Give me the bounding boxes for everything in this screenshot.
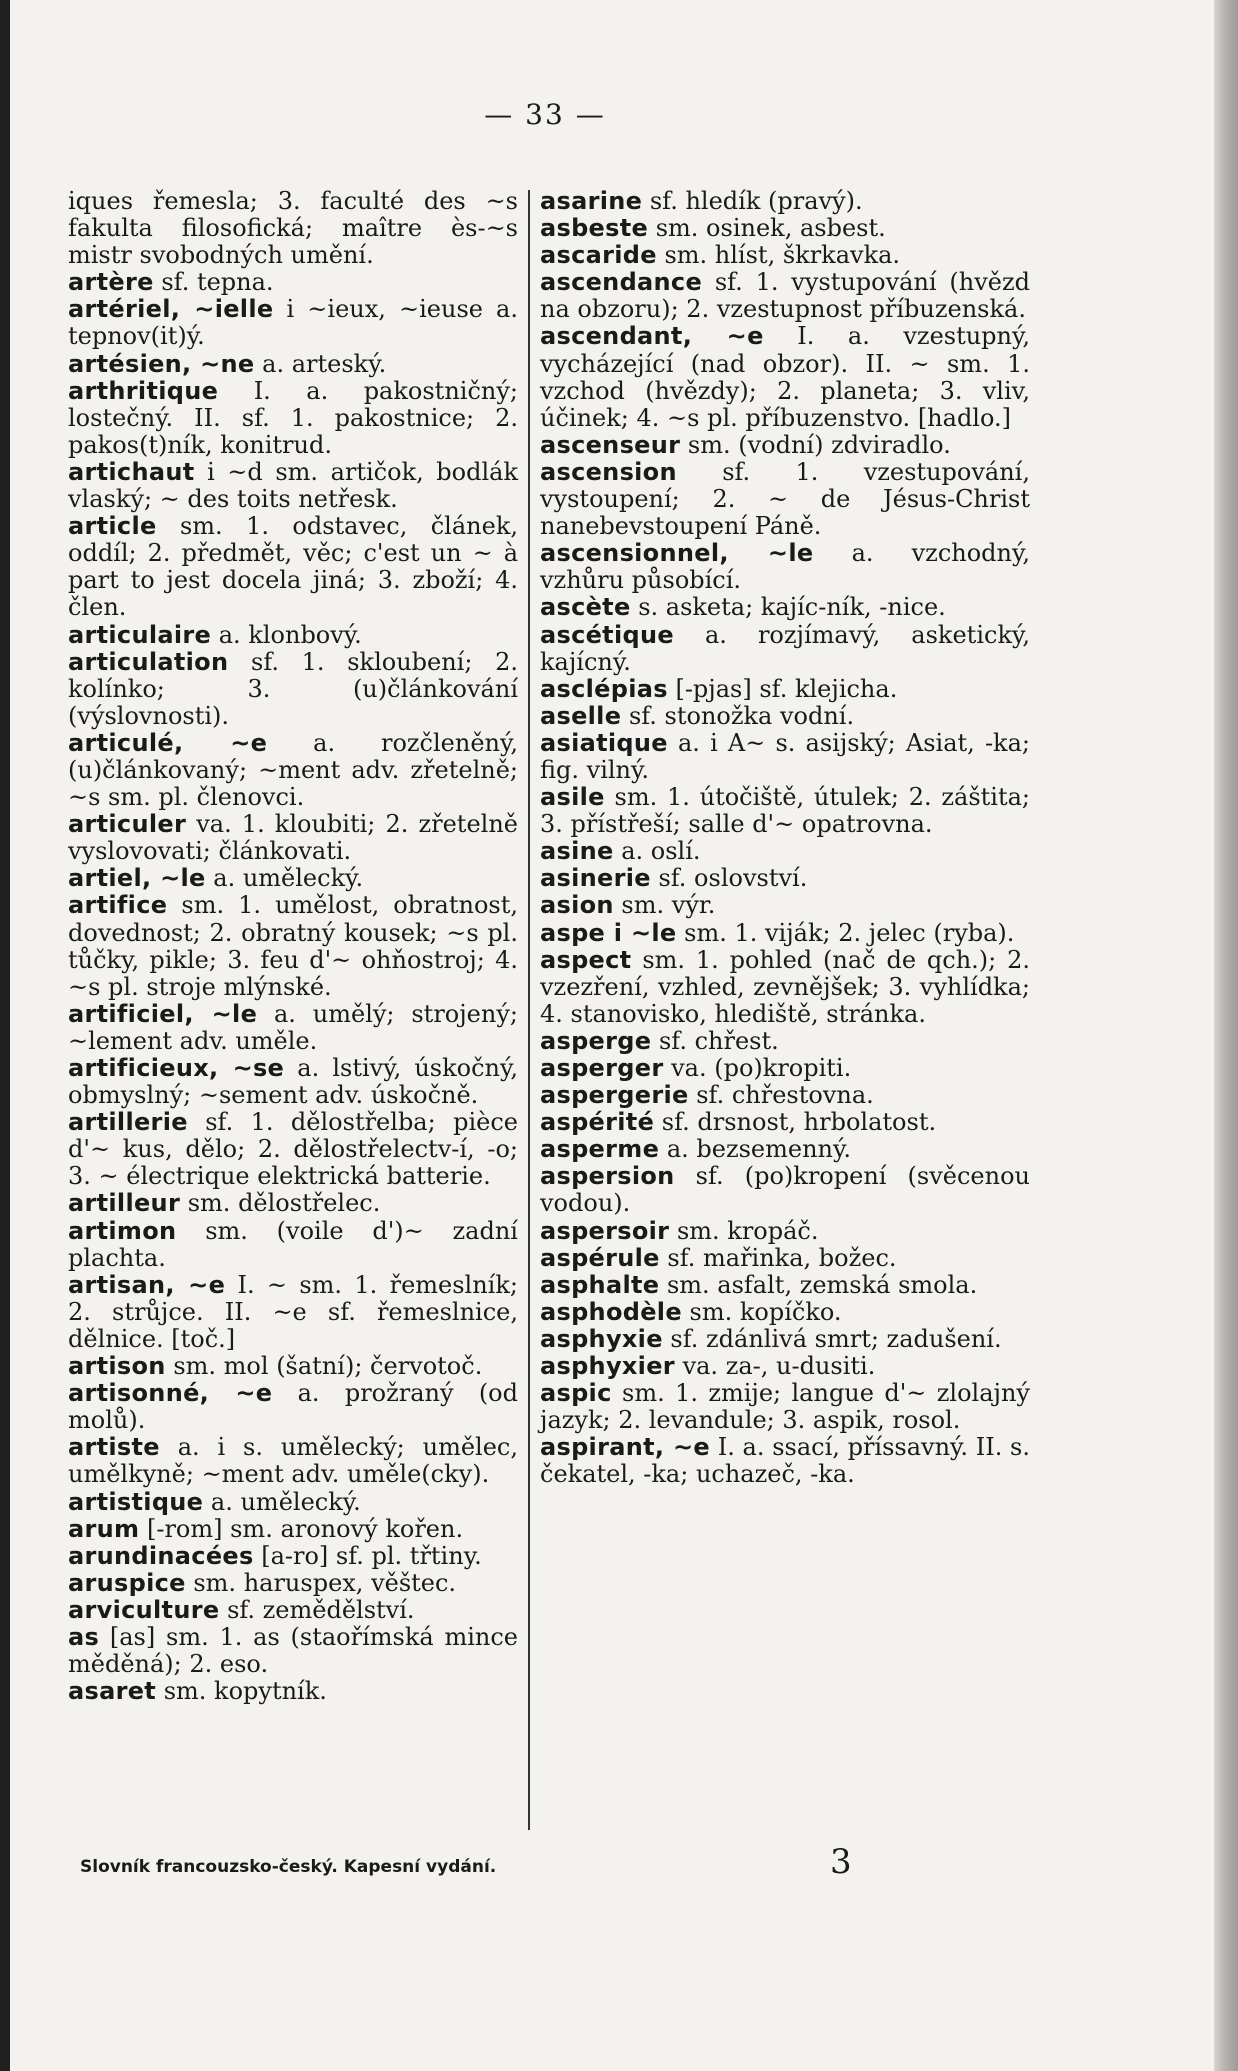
entry-definition: sf. oslovství.	[658, 864, 808, 893]
entry-headword: aspe i ~le	[540, 918, 677, 947]
entry-definition: a. oslí.	[621, 837, 701, 866]
dictionary-entry	[540, 432, 1030, 459]
dictionary-entry	[68, 1543, 518, 1570]
entry-definition: sm. hlíst, škrkavka.	[664, 241, 901, 270]
entry-headword: artisan, ~e	[68, 1270, 226, 1299]
dictionary-entry	[540, 622, 1030, 676]
dictionary-entry	[540, 1326, 1030, 1353]
entry-headword: aspérule	[540, 1243, 660, 1272]
entry-headword: artimon	[68, 1216, 177, 1245]
dictionary-entry	[68, 1489, 518, 1516]
entry-definition: I. a. pakostničný; lostečný. II. sf. 1. pakostnice; 2. pakos(t)ník, konitrud.	[68, 376, 518, 459]
entry-headword: asperme	[540, 1135, 660, 1164]
dictionary-entry	[540, 594, 1030, 621]
dictionary-entry	[540, 1380, 1030, 1434]
dictionary-entry	[68, 1570, 518, 1597]
entry-headword: asine	[540, 837, 614, 866]
entry-definition: a. i s. umělecký; umělec, umělkyně; ~ment adv. uměle(cky).	[68, 1433, 518, 1489]
dictionary-entry	[540, 947, 1030, 1028]
entry-definition: sm. 1. viják; 2. jelec (ryba).	[684, 918, 1015, 947]
entry-definition: a. i A~ s. asijský; Asiat, -ka; fig. vilný.	[540, 728, 1030, 784]
entry-definition: I. a. vzestupný, vycházející (nad obzor). II. ~ sm. 1. vzchod (hvězdy); 2. planeta; 3. vliv, účinek; 4. ~s pl. příbuzenstvo. [hadlo.]	[540, 322, 1031, 432]
entry-headword: aspersion	[540, 1162, 675, 1191]
entry-headword: artificieux, ~se	[68, 1054, 285, 1082]
dictionary-entry	[540, 1272, 1030, 1299]
dictionary-entry	[540, 215, 1030, 242]
dictionary-entry	[540, 459, 1030, 540]
dictionary-entry	[68, 811, 518, 865]
entry-headword: articulation	[68, 647, 229, 676]
dictionary-entry	[540, 188, 1030, 215]
entry-definition: sf. stonožka vodní.	[628, 701, 855, 730]
dictionary-entry	[68, 865, 518, 892]
dictionary-entry	[540, 1082, 1030, 1109]
entry-definition: sm. 1. pohled (nač de qch.); 2. vzezření, vzhled, zevnějšek; 3. vyhlídka; 4. stanovisko, hlediště, stránka.	[540, 945, 1030, 1028]
dictionary-entry	[540, 1434, 1030, 1488]
entry-headword: aspic	[540, 1379, 612, 1408]
entry-headword: ascétique	[540, 620, 674, 649]
entry-definition: sm. kropáč.	[676, 1216, 819, 1245]
entry-definition: sm. 1. zmije; langue d'~ zlolajný jazyk; 2. levandule; 3. aspik, rosol.	[540, 1379, 1030, 1435]
dictionary-entry	[540, 1218, 1030, 1245]
entry-definition: va. za-, u-dusiti.	[682, 1352, 876, 1381]
entry-definition: sf. 1. dělostřelba; pièce d'~ kus, dělo; 2. dělostřelectv-í, -o; 3. ~ électrique elektrická batterie.	[68, 1108, 518, 1191]
book-binding-shadow	[0, 0, 10, 2071]
entry-definition: sf. 1. vystupování (hvězd na obzoru); 2. vzestupnost příbuzenská.	[540, 268, 1030, 324]
entry-headword: articuler	[68, 810, 187, 839]
entry-definition: a. umělecký.	[210, 1487, 361, 1516]
entry-headword: aspersoir	[540, 1216, 670, 1245]
dictionary-entry	[68, 188, 518, 269]
entry-headword: artilleur	[68, 1189, 181, 1218]
entry-definition: sm. kopytník.	[163, 1677, 327, 1706]
dictionary-entry	[540, 1028, 1030, 1055]
entry-headword: arthritique	[68, 376, 219, 405]
entry-headword: aspect	[540, 945, 632, 974]
entry-headword: artériel, ~ielle	[68, 295, 274, 324]
entry-definition: va. (po)kropiti.	[671, 1054, 852, 1082]
entry-definition: sf. mařinka, božec.	[667, 1243, 897, 1272]
entry-definition: a. umělý; strojený; ~lement adv. uměle.	[68, 999, 518, 1055]
entry-definition: sf. 1. vzestupování, vystoupení; 2. ~ de Jésus-Christ nanebevstoupení Páně.	[540, 457, 1030, 541]
entry-definition: [-rom] sm. aronový kořen.	[146, 1514, 464, 1543]
entry-headword: arum	[68, 1514, 140, 1543]
entry-headword: asperger	[540, 1054, 664, 1082]
dictionary-entry	[68, 513, 518, 621]
entry-headword: artistique	[68, 1487, 204, 1516]
entry-headword: articulé, ~e	[68, 728, 268, 757]
dictionary-entry	[540, 1245, 1030, 1272]
page-number: — 33 —	[484, 98, 606, 131]
entry-definition: sm. 1. útočiště, útulek; 2. záštita; 3. přístřeší; salle d'~ opatrovna.	[540, 783, 1030, 839]
entry-definition: sf. 1. skloubení; 2. kolínko; 3. (u)článkování (výslovnosti).	[68, 647, 518, 730]
entry-definition: a. rozjímavý, asketický, kajícný.	[540, 620, 1030, 676]
entry-definition: sf. hledík (pravý).	[649, 187, 863, 215]
entry-headword: asphyxier	[540, 1352, 675, 1381]
dictionary-entry	[540, 1055, 1030, 1082]
entry-headword: aspirant, ~e	[540, 1433, 711, 1462]
dictionary-entry	[68, 269, 518, 296]
dictionary-entry	[68, 1218, 518, 1272]
entry-definition: sf. zdánlivá smrt; zadušení.	[670, 1324, 1002, 1353]
entry-definition: sf. chřest.	[658, 1026, 779, 1055]
entry-headword: asinerie	[540, 864, 651, 893]
entry-definition: sm. dělostřelec.	[187, 1189, 381, 1218]
entry-definition: sm. 1. umělost, obratnost, dovednost; 2. obratný kousek; ~s pl. tůčky, pikle; 3. feu d'~ ohňostroj; 4. ~s pl. stroje mlýnské.	[68, 891, 518, 1001]
entry-headword: asphalte	[540, 1270, 660, 1299]
page-edge-shadow	[1214, 0, 1238, 2071]
dictionary-entry	[68, 1109, 518, 1190]
dictionary-entry	[68, 1272, 518, 1353]
printer-signature: 3	[830, 1842, 852, 1882]
entry-definition: [a-ro] sf. pl. třtiny.	[261, 1541, 482, 1570]
dictionary-entry	[68, 1001, 518, 1055]
entry-definition: a. klonbový.	[218, 620, 362, 649]
entry-headword: asphyxie	[540, 1324, 663, 1353]
entry-definition: I. ~ sm. 1. řemeslník; 2. strůjce. II. ~e sf. řemeslnice, dělnice. [toč.]	[68, 1270, 518, 1353]
entry-headword: ascendance	[540, 268, 703, 297]
dictionary-entry	[540, 1136, 1030, 1163]
entry-definition: a. vzchodný, vzhůru působící.	[540, 539, 1030, 595]
entry-definition: a. umělecký.	[213, 864, 364, 893]
entry-definition: s. asketa; kajíc-ník, -nice.	[638, 593, 946, 622]
entry-definition: sm. (voile d')~ zadní plachta.	[68, 1216, 518, 1272]
entry-definition: a. prožraný (od molů).	[68, 1379, 518, 1435]
dictionary-entry	[68, 1624, 518, 1678]
entry-headword: asarine	[540, 187, 643, 215]
entry-definition: sm. výr.	[621, 891, 716, 920]
entry-headword: aselle	[540, 701, 622, 730]
dictionary-entry	[540, 892, 1030, 919]
entry-headword: asiatique	[540, 728, 668, 757]
dictionary-column-left	[68, 188, 518, 1705]
dictionary-entry	[68, 1353, 518, 1380]
dictionary-entry	[540, 1299, 1030, 1326]
entry-headword: asaret	[68, 1677, 157, 1706]
entry-definition: sf. tepna.	[161, 268, 274, 297]
entry-headword: asphodèle	[540, 1297, 682, 1326]
dictionary-entry	[68, 649, 518, 730]
dictionary-entry	[540, 323, 1030, 431]
dictionary-entry	[68, 1678, 518, 1705]
entry-definition: va. 1. kloubiti; 2. zřetelně vyslovovati; článkovati.	[68, 810, 518, 866]
entry-definition: I. a. ssací, příssavný. II. s. čekatel, -ka; uchazeč, -ka.	[540, 1433, 1030, 1489]
entry-headword: artillerie	[68, 1108, 188, 1137]
entry-headword: artificiel, ~le	[68, 999, 258, 1028]
entry-definition: sf. zemědělství.	[227, 1595, 415, 1624]
entry-definition: sm. 1. odstavec, článek, oddíl; 2. předmět, věc; c'est un ~ à part to jest docela jiná; 3. zboží; 4. člen.	[68, 512, 518, 622]
dictionary-entry	[68, 459, 518, 513]
dictionary-entry	[540, 1353, 1030, 1380]
entry-definition: sm. (vodní) zdviradlo.	[687, 430, 951, 459]
dictionary-entry	[68, 1434, 518, 1488]
dictionary-entry	[540, 269, 1030, 323]
entry-headword: aruspice	[68, 1568, 186, 1597]
entry-definition: sm. asfalt, zemská smola.	[666, 1270, 978, 1299]
dictionary-entry	[68, 1380, 518, 1434]
entry-headword: artison	[68, 1352, 166, 1381]
entry-definition: iques řemesla; 3. faculté des ~s fakulta filosofická; maître ès-~s mistr svobodných umění.	[68, 187, 518, 270]
entry-headword: ascensionnel, ~le	[540, 539, 814, 568]
entry-definition: sm. haruspex, věštec.	[193, 1568, 457, 1597]
dictionary-entry	[540, 676, 1030, 703]
entry-headword: article	[68, 512, 157, 541]
entry-definition: i ~d sm. artičok, bodlák vlaský; ~ des toits netřesk.	[68, 457, 518, 514]
entry-definition: sf. chřestovna.	[696, 1081, 874, 1110]
entry-definition: [-pjas] sf. klejicha.	[675, 674, 898, 703]
entry-headword: ascendant, ~e	[540, 322, 764, 351]
dictionary-entry	[68, 1055, 518, 1109]
dictionary-entry	[68, 1516, 518, 1543]
entry-definition: a. arteský.	[262, 349, 387, 378]
entry-definition: sm. mol (šatní); červotoč.	[173, 1352, 483, 1381]
entry-headword: arviculture	[68, 1595, 220, 1624]
entry-headword: ascension	[540, 457, 677, 486]
entry-definition: sf. drsnost, hrbolatost.	[661, 1108, 937, 1137]
entry-headword: asbeste	[540, 214, 649, 243]
entry-headword: as	[68, 1622, 100, 1651]
dictionary-entry	[540, 920, 1030, 947]
dictionary-entry	[540, 703, 1030, 730]
dictionary-entry	[68, 622, 518, 649]
dictionary-entry	[540, 242, 1030, 269]
dictionary-entry	[540, 1163, 1030, 1217]
entry-headword: artisonné, ~e	[68, 1379, 273, 1408]
entry-definition: sf. (po)kropení (svěcenou vodou).	[540, 1162, 1030, 1218]
dictionary-entry	[68, 1190, 518, 1217]
entry-definition: i ~ieux, ~ieuse a. tepnov(it)ý.	[68, 295, 518, 351]
entry-headword: artésien, ~ne	[68, 349, 255, 378]
entry-headword: ascaride	[540, 241, 657, 270]
entry-headword: artifice	[68, 891, 168, 920]
entry-headword: articulaire	[68, 620, 212, 649]
entry-definition: a. lstivý, úskočný, obmyslný; ~sement adv. úskočně.	[68, 1054, 518, 1110]
footer-title: Slovník francouzsko-český. Kapesní vydání.	[80, 1857, 497, 1877]
dictionary-column-right	[540, 188, 1030, 1489]
dictionary-entry	[540, 784, 1030, 838]
dictionary-entry	[540, 1109, 1030, 1136]
dictionary-entry	[68, 351, 518, 378]
dictionary-entry	[68, 378, 518, 459]
entry-headword: arundinacées	[68, 1541, 254, 1570]
entry-headword: artichaut	[68, 457, 195, 486]
entry-headword: ascenseur	[540, 430, 681, 459]
entry-definition: a. bezsemenný.	[666, 1135, 851, 1164]
entry-definition: [as] sm. 1. as (staořímská mince měděná); 2. eso.	[68, 1622, 518, 1679]
entry-definition: a. rozčleněný, (u)článkovaný; ~ment adv. zřetelně; ~s sm. pl. členovci.	[68, 728, 518, 812]
dictionary-entry	[68, 296, 518, 350]
entry-headword: ascète	[540, 593, 631, 622]
column-divider	[528, 190, 530, 1830]
entry-definition: sm. osinek, asbest.	[655, 214, 886, 243]
entry-headword: aspergerie	[540, 1081, 689, 1110]
entry-headword: aspérité	[540, 1108, 655, 1137]
dictionary-entry	[68, 892, 518, 1000]
dictionary-entry	[540, 730, 1030, 784]
entry-headword: asperge	[540, 1026, 652, 1055]
entry-headword: artère	[68, 268, 154, 297]
entry-headword: artiel, ~le	[68, 864, 206, 893]
entry-headword: asion	[540, 891, 614, 920]
dictionary-entry	[540, 540, 1030, 594]
dictionary-entry	[68, 730, 518, 811]
dictionary-entry	[540, 865, 1030, 892]
entry-headword: asclépias	[540, 674, 668, 703]
entry-definition: sm. kopíčko.	[689, 1297, 842, 1326]
dictionary-entry	[68, 1597, 518, 1624]
entry-headword: artiste	[68, 1433, 160, 1462]
dictionary-entry	[540, 838, 1030, 865]
entry-headword: asile	[540, 783, 605, 812]
